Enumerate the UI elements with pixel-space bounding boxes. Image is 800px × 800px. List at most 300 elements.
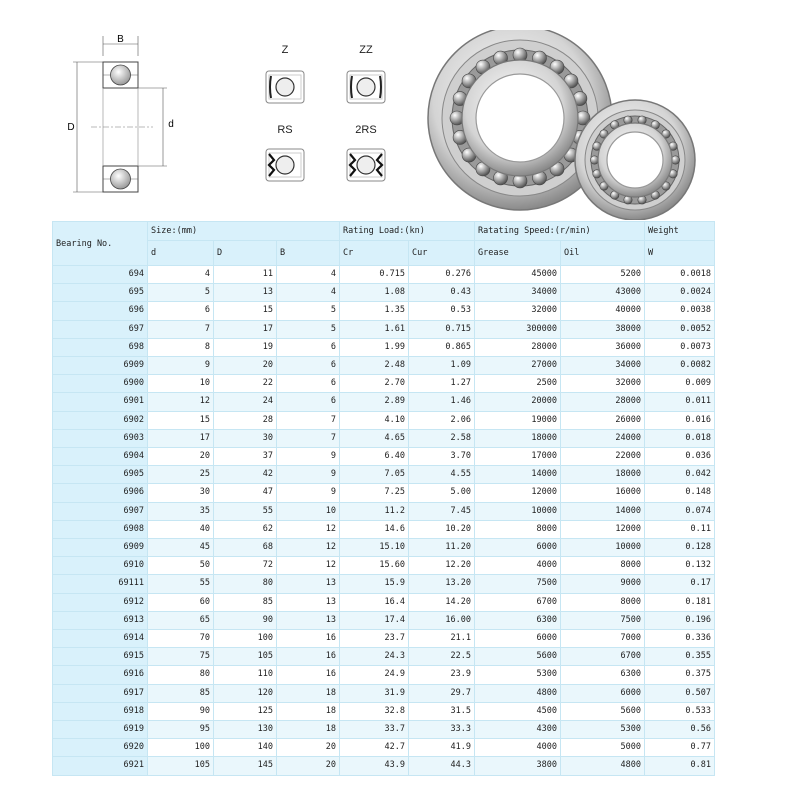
cell-bore-d: 30 (148, 484, 214, 502)
cell-bore-d: 15 (148, 411, 214, 429)
cell-rating-cr: 24.9 (340, 666, 409, 684)
cell-weight-w: 0.0082 (645, 357, 715, 375)
cell-outer-diameter: 130 (214, 721, 277, 739)
cell-bearing-number: 6910 (53, 557, 148, 575)
cell-rating-cur: 12.20 (409, 557, 475, 575)
bearing-cross-section-drawing (55, 30, 190, 200)
table-row (53, 338, 715, 356)
cell-width-b: 7 (277, 429, 340, 447)
cell-speed-oil: 5200 (561, 266, 645, 284)
cell-speed-oil: 38000 (561, 320, 645, 338)
cell-rating-cur: 0.865 (409, 338, 475, 356)
cell-bearing-number: 69111 (53, 575, 148, 593)
cell-speed-oil: 28000 (561, 393, 645, 411)
table-row (53, 266, 715, 284)
cell-rating-cur: 5.00 (409, 484, 475, 502)
cell-bearing-number: 6918 (53, 702, 148, 720)
subheader-outer-d: D (214, 241, 277, 266)
cell-outer-diameter: 19 (214, 338, 277, 356)
cell-speed-grease: 6000 (475, 539, 561, 557)
cell-rating-cur: 33.3 (409, 721, 475, 739)
cell-bore-d: 85 (148, 684, 214, 702)
cell-rating-cur: 2.58 (409, 429, 475, 447)
cell-width-b: 16 (277, 648, 340, 666)
cell-bore-d: 90 (148, 702, 214, 720)
table-row (53, 284, 715, 302)
cell-width-b: 4 (277, 284, 340, 302)
table-row (53, 466, 715, 484)
seal-type-label-rs: RS (277, 124, 293, 136)
cell-weight-w: 0.336 (645, 630, 715, 648)
cell-width-b: 9 (277, 466, 340, 484)
cell-rating-cr: 17.4 (340, 611, 409, 629)
cell-width-b: 4 (277, 266, 340, 284)
header-size: Size:(mm) (148, 222, 340, 241)
cell-rating-cr: 15.9 (340, 575, 409, 593)
cell-bearing-number: 698 (53, 338, 148, 356)
cell-rating-cr: 1.61 (340, 320, 409, 338)
cell-speed-oil: 9000 (561, 575, 645, 593)
subheader-cur: Cur (409, 241, 475, 266)
table-row (53, 557, 715, 575)
cell-rating-cr: 4.10 (340, 411, 409, 429)
cell-speed-grease: 4300 (475, 721, 561, 739)
table-row (53, 721, 715, 739)
cell-outer-diameter: 90 (214, 611, 277, 629)
cell-outer-diameter: 125 (214, 702, 277, 720)
seal-rs-icon (265, 148, 305, 182)
cell-bearing-number: 6909 (53, 357, 148, 375)
seal-type-label-2rs: 2RS (355, 124, 377, 136)
cell-bearing-number: 6912 (53, 593, 148, 611)
cell-weight-w: 0.148 (645, 484, 715, 502)
cell-outer-diameter: 30 (214, 429, 277, 447)
cell-speed-grease: 6700 (475, 593, 561, 611)
cell-rating-cr: 15.10 (340, 539, 409, 557)
table-row (53, 502, 715, 520)
cell-rating-cur: 4.55 (409, 466, 475, 484)
table-row (53, 393, 715, 411)
cell-speed-oil: 26000 (561, 411, 645, 429)
cell-rating-cr: 0.715 (340, 266, 409, 284)
seal-type-label-z: Z (281, 44, 289, 56)
cell-rating-cur: 11.20 (409, 539, 475, 557)
cell-rating-cr: 4.65 (340, 429, 409, 447)
cell-rating-cr: 42.7 (340, 739, 409, 757)
cell-speed-grease: 17000 (475, 448, 561, 466)
cell-rating-cr: 16.4 (340, 593, 409, 611)
cell-width-b: 12 (277, 539, 340, 557)
cell-weight-w: 0.011 (645, 393, 715, 411)
dimension-label-inner-diameter: d (168, 119, 174, 130)
cell-speed-grease: 27000 (475, 357, 561, 375)
cell-speed-oil: 7000 (561, 630, 645, 648)
cell-bearing-number: 696 (53, 302, 148, 320)
cell-bore-d: 25 (148, 466, 214, 484)
cell-speed-oil: 6300 (561, 666, 645, 684)
seal-zz-icon (346, 70, 386, 104)
cell-width-b: 7 (277, 411, 340, 429)
cell-bearing-number: 694 (53, 266, 148, 284)
table-row (53, 611, 715, 629)
cell-rating-cr: 11.2 (340, 502, 409, 520)
subheader-cr: Cr (340, 241, 409, 266)
cell-bore-d: 10 (148, 375, 214, 393)
cell-speed-oil: 40000 (561, 302, 645, 320)
cell-rating-cur: 1.09 (409, 357, 475, 375)
cell-speed-oil: 16000 (561, 484, 645, 502)
cell-speed-grease: 32000 (475, 302, 561, 320)
cell-outer-diameter: 15 (214, 302, 277, 320)
cell-bearing-number: 6917 (53, 684, 148, 702)
cell-speed-grease: 6300 (475, 611, 561, 629)
cell-rating-cr: 7.25 (340, 484, 409, 502)
cell-bearing-number: 6903 (53, 429, 148, 447)
cell-bearing-number: 6908 (53, 520, 148, 538)
cell-width-b: 6 (277, 375, 340, 393)
seal-2rs-icon (346, 148, 386, 182)
cell-bore-d: 17 (148, 429, 214, 447)
cell-speed-grease: 18000 (475, 429, 561, 447)
cell-bore-d: 60 (148, 593, 214, 611)
cell-weight-w: 0.355 (645, 648, 715, 666)
cell-rating-cur: 21.1 (409, 630, 475, 648)
subheader-grease: Grease (475, 241, 561, 266)
cell-bore-d: 95 (148, 721, 214, 739)
cell-weight-w: 0.17 (645, 575, 715, 593)
cell-speed-oil: 14000 (561, 502, 645, 520)
cell-bore-d: 5 (148, 284, 214, 302)
bearing-spec-table (52, 221, 715, 776)
table-row (53, 520, 715, 538)
cell-outer-diameter: 72 (214, 557, 277, 575)
cell-weight-w: 0.018 (645, 429, 715, 447)
cell-bearing-number: 6905 (53, 466, 148, 484)
cell-rating-cr: 33.7 (340, 721, 409, 739)
cell-bore-d: 6 (148, 302, 214, 320)
cell-weight-w: 0.375 (645, 666, 715, 684)
cell-bearing-number: 6906 (53, 484, 148, 502)
cell-rating-cr: 7.05 (340, 466, 409, 484)
cell-bearing-number: 6902 (53, 411, 148, 429)
cell-weight-w: 0.0073 (645, 338, 715, 356)
cell-outer-diameter: 140 (214, 739, 277, 757)
cell-rating-cur: 22.5 (409, 648, 475, 666)
cell-speed-grease: 12000 (475, 484, 561, 502)
cell-speed-oil: 34000 (561, 357, 645, 375)
table-row (53, 630, 715, 648)
cell-bearing-number: 6904 (53, 448, 148, 466)
cell-weight-w: 0.0038 (645, 302, 715, 320)
cell-bearing-number: 6916 (53, 666, 148, 684)
cell-speed-oil: 10000 (561, 539, 645, 557)
cell-speed-grease: 3800 (475, 757, 561, 775)
cell-speed-grease: 20000 (475, 393, 561, 411)
cell-width-b: 5 (277, 302, 340, 320)
cell-weight-w: 0.042 (645, 466, 715, 484)
cell-bore-d: 70 (148, 630, 214, 648)
cell-speed-oil: 5000 (561, 739, 645, 757)
table-row (53, 411, 715, 429)
cell-width-b: 6 (277, 338, 340, 356)
cell-rating-cur: 2.06 (409, 411, 475, 429)
table-row (53, 575, 715, 593)
cell-weight-w: 0.507 (645, 684, 715, 702)
cell-width-b: 5 (277, 320, 340, 338)
cell-rating-cr: 6.40 (340, 448, 409, 466)
bearing-product-photo (420, 30, 710, 220)
cell-speed-grease: 4800 (475, 684, 561, 702)
cell-outer-diameter: 85 (214, 593, 277, 611)
cell-outer-diameter: 80 (214, 575, 277, 593)
cell-outer-diameter: 24 (214, 393, 277, 411)
table-row (53, 320, 715, 338)
cell-bore-d: 12 (148, 393, 214, 411)
cell-bore-d: 9 (148, 357, 214, 375)
cell-width-b: 9 (277, 484, 340, 502)
cell-width-b: 6 (277, 357, 340, 375)
cell-rating-cr: 24.3 (340, 648, 409, 666)
cell-width-b: 13 (277, 611, 340, 629)
cell-bore-d: 45 (148, 539, 214, 557)
cell-outer-diameter: 100 (214, 630, 277, 648)
cell-bore-d: 20 (148, 448, 214, 466)
cell-width-b: 16 (277, 630, 340, 648)
cell-rating-cur: 0.715 (409, 320, 475, 338)
cell-rating-cur: 0.53 (409, 302, 475, 320)
cell-width-b: 18 (277, 684, 340, 702)
cell-bore-d: 65 (148, 611, 214, 629)
table-row (53, 429, 715, 447)
cell-rating-cr: 2.70 (340, 375, 409, 393)
cell-rating-cur: 1.46 (409, 393, 475, 411)
cell-bore-d: 105 (148, 757, 214, 775)
cell-weight-w: 0.036 (645, 448, 715, 466)
cell-rating-cr: 31.9 (340, 684, 409, 702)
cell-rating-cr: 32.8 (340, 702, 409, 720)
cell-bearing-number: 6913 (53, 611, 148, 629)
cell-bore-d: 80 (148, 666, 214, 684)
header-rating-load: Rating Load:(kn) (340, 222, 475, 241)
cell-speed-oil: 36000 (561, 338, 645, 356)
cell-rating-cur: 16.00 (409, 611, 475, 629)
cell-width-b: 9 (277, 448, 340, 466)
cell-width-b: 13 (277, 593, 340, 611)
cell-speed-oil: 4800 (561, 757, 645, 775)
cell-outer-diameter: 105 (214, 648, 277, 666)
cell-weight-w: 0.016 (645, 411, 715, 429)
cell-weight-w: 0.132 (645, 557, 715, 575)
table-row (53, 684, 715, 702)
cell-bore-d: 40 (148, 520, 214, 538)
cell-weight-w: 0.009 (645, 375, 715, 393)
cell-bearing-number: 695 (53, 284, 148, 302)
cell-bore-d: 8 (148, 338, 214, 356)
cell-outer-diameter: 120 (214, 684, 277, 702)
header-rating-speed: Ratating Speed:(r/min) (475, 222, 645, 241)
cell-weight-w: 0.074 (645, 502, 715, 520)
cell-bearing-number: 6921 (53, 757, 148, 775)
cell-rating-cr: 2.89 (340, 393, 409, 411)
cell-speed-oil: 6000 (561, 684, 645, 702)
cell-rating-cur: 0.43 (409, 284, 475, 302)
cell-speed-oil: 8000 (561, 593, 645, 611)
cell-speed-oil: 32000 (561, 375, 645, 393)
table-row (53, 302, 715, 320)
cell-rating-cr: 1.35 (340, 302, 409, 320)
cell-weight-w: 0.81 (645, 757, 715, 775)
cell-speed-grease: 2500 (475, 375, 561, 393)
cell-width-b: 16 (277, 666, 340, 684)
cell-outer-diameter: 68 (214, 539, 277, 557)
cell-speed-grease: 6000 (475, 630, 561, 648)
cell-speed-oil: 5600 (561, 702, 645, 720)
cell-bearing-number: 6901 (53, 393, 148, 411)
cell-speed-grease: 5600 (475, 648, 561, 666)
cell-weight-w: 0.0024 (645, 284, 715, 302)
cell-weight-w: 0.533 (645, 702, 715, 720)
cell-weight-w: 0.56 (645, 721, 715, 739)
small-bearing (575, 100, 695, 220)
cell-outer-diameter: 22 (214, 375, 277, 393)
cell-bore-d: 4 (148, 266, 214, 284)
cell-speed-oil: 22000 (561, 448, 645, 466)
cell-width-b: 6 (277, 393, 340, 411)
cell-speed-oil: 43000 (561, 284, 645, 302)
cell-rating-cur: 31.5 (409, 702, 475, 720)
cell-speed-oil: 8000 (561, 557, 645, 575)
cell-speed-grease: 34000 (475, 284, 561, 302)
cell-outer-diameter: 28 (214, 411, 277, 429)
table-row (53, 666, 715, 684)
cell-rating-cur: 14.20 (409, 593, 475, 611)
cell-bearing-number: 6919 (53, 721, 148, 739)
cell-speed-oil: 6700 (561, 648, 645, 666)
subheader-b: B (277, 241, 340, 266)
table-row (53, 702, 715, 720)
cell-outer-diameter: 62 (214, 520, 277, 538)
cell-width-b: 13 (277, 575, 340, 593)
table-row (53, 757, 715, 775)
cell-outer-diameter: 13 (214, 284, 277, 302)
dimension-label-width: B (117, 34, 124, 45)
cell-bore-d: 7 (148, 320, 214, 338)
cell-rating-cr: 1.99 (340, 338, 409, 356)
cell-speed-oil: 24000 (561, 429, 645, 447)
cell-rating-cur: 3.70 (409, 448, 475, 466)
cell-speed-grease: 45000 (475, 266, 561, 284)
table-row (53, 739, 715, 757)
cell-weight-w: 0.181 (645, 593, 715, 611)
cell-speed-oil: 5300 (561, 721, 645, 739)
cell-bearing-number: 6900 (53, 375, 148, 393)
cell-rating-cur: 1.27 (409, 375, 475, 393)
cell-speed-grease: 7500 (475, 575, 561, 593)
cell-rating-cur: 13.20 (409, 575, 475, 593)
cell-speed-grease: 4000 (475, 739, 561, 757)
cell-outer-diameter: 11 (214, 266, 277, 284)
cell-speed-grease: 10000 (475, 502, 561, 520)
cell-speed-grease: 19000 (475, 411, 561, 429)
cell-rating-cur: 0.276 (409, 266, 475, 284)
cell-rating-cr: 43.9 (340, 757, 409, 775)
cell-outer-diameter: 37 (214, 448, 277, 466)
dimension-label-outer-diameter: D (67, 122, 75, 133)
cell-width-b: 12 (277, 520, 340, 538)
cell-bore-d: 100 (148, 739, 214, 757)
cell-bearing-number: 6915 (53, 648, 148, 666)
cell-speed-grease: 300000 (475, 320, 561, 338)
cell-rating-cur: 44.3 (409, 757, 475, 775)
cell-rating-cr: 23.7 (340, 630, 409, 648)
header-weight: Weight (645, 222, 715, 241)
cell-width-b: 18 (277, 721, 340, 739)
cell-outer-diameter: 47 (214, 484, 277, 502)
table-row (53, 539, 715, 557)
cell-width-b: 10 (277, 502, 340, 520)
cell-speed-grease: 4000 (475, 557, 561, 575)
cell-weight-w: 0.0052 (645, 320, 715, 338)
table-row (53, 448, 715, 466)
cell-bearing-number: 6909 (53, 539, 148, 557)
cell-rating-cr: 14.6 (340, 520, 409, 538)
cell-rating-cr: 1.08 (340, 284, 409, 302)
header-bearing-no: Bearing No. (53, 222, 148, 266)
cell-bearing-number: 6907 (53, 502, 148, 520)
cell-speed-grease: 4500 (475, 702, 561, 720)
table-row (53, 484, 715, 502)
cell-rating-cur: 29.7 (409, 684, 475, 702)
cell-weight-w: 0.128 (645, 539, 715, 557)
cell-rating-cur: 41.9 (409, 739, 475, 757)
cell-rating-cur: 10.20 (409, 520, 475, 538)
table-row (53, 593, 715, 611)
cell-weight-w: 0.77 (645, 739, 715, 757)
cell-speed-grease: 14000 (475, 466, 561, 484)
cell-rating-cur: 23.9 (409, 666, 475, 684)
cell-outer-diameter: 20 (214, 357, 277, 375)
seal-z-icon (265, 70, 305, 104)
cell-width-b: 20 (277, 739, 340, 757)
cell-bore-d: 35 (148, 502, 214, 520)
cell-speed-oil: 12000 (561, 520, 645, 538)
cell-bearing-number: 697 (53, 320, 148, 338)
cell-rating-cur: 7.45 (409, 502, 475, 520)
cell-outer-diameter: 145 (214, 757, 277, 775)
table-row (53, 375, 715, 393)
cell-bore-d: 75 (148, 648, 214, 666)
table-row (53, 648, 715, 666)
seal-type-label-zz: ZZ (359, 44, 373, 56)
cell-speed-oil: 7500 (561, 611, 645, 629)
cell-speed-grease: 5300 (475, 666, 561, 684)
cell-bore-d: 50 (148, 557, 214, 575)
table-row (53, 357, 715, 375)
subheader-w: W (645, 241, 715, 266)
cell-speed-oil: 18000 (561, 466, 645, 484)
cell-speed-grease: 28000 (475, 338, 561, 356)
subheader-oil: Oil (561, 241, 645, 266)
cell-outer-diameter: 110 (214, 666, 277, 684)
cell-outer-diameter: 42 (214, 466, 277, 484)
cell-bearing-number: 6920 (53, 739, 148, 757)
cell-outer-diameter: 17 (214, 320, 277, 338)
cell-outer-diameter: 55 (214, 502, 277, 520)
cell-width-b: 20 (277, 757, 340, 775)
cell-bearing-number: 6914 (53, 630, 148, 648)
cell-weight-w: 0.0018 (645, 266, 715, 284)
cell-rating-cr: 2.48 (340, 357, 409, 375)
